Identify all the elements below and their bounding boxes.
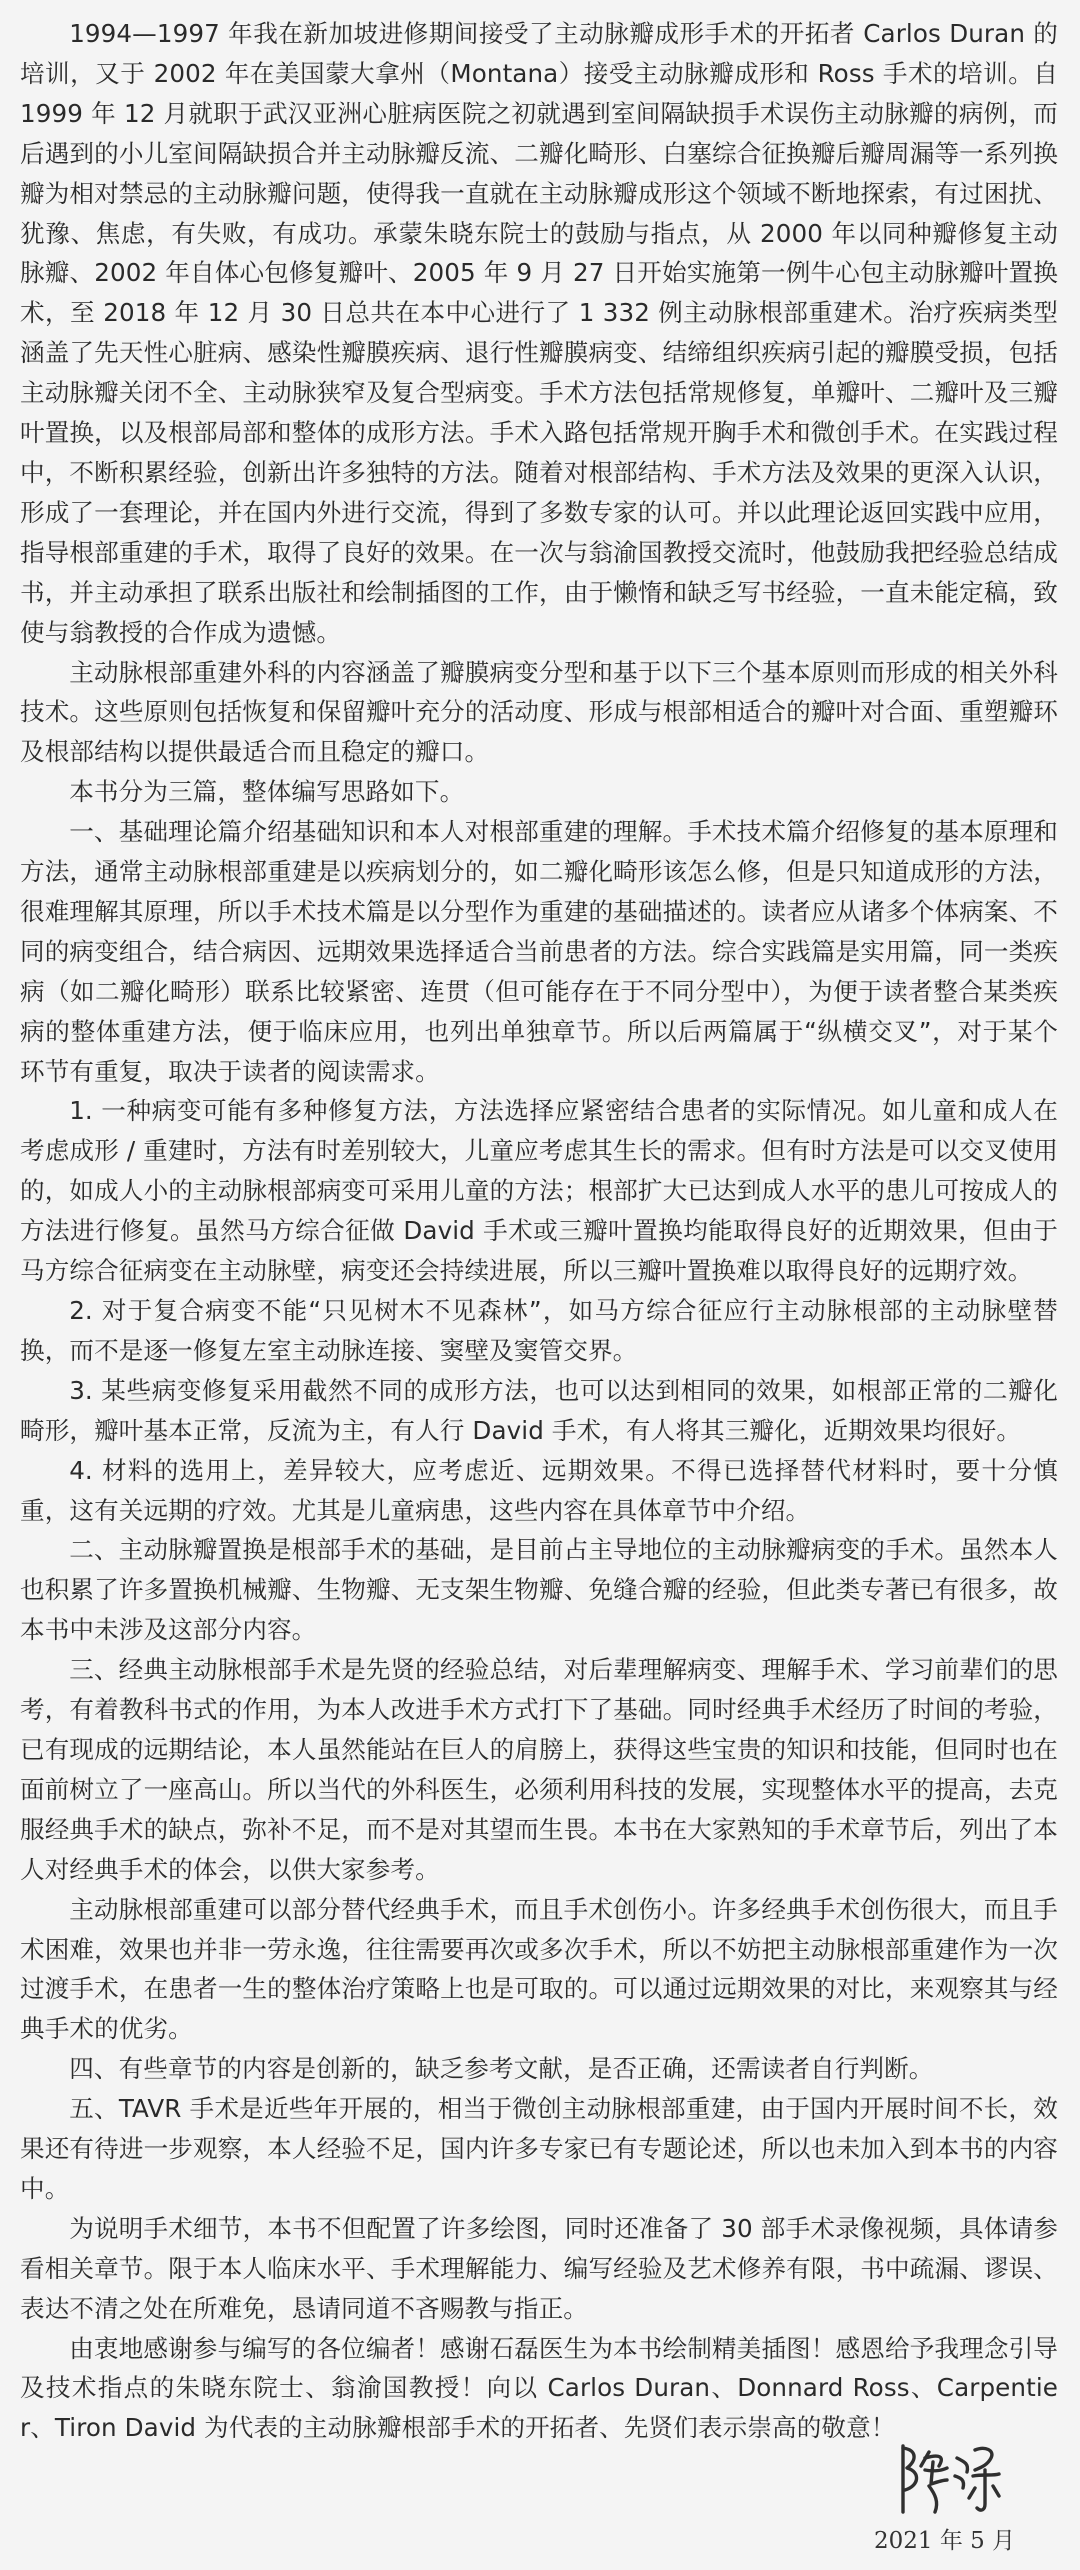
paragraph-14: 为说明手术细节，本书不但配置了许多绘图，同时还准备了 30 部手术录像视频，具体请参看相关章节。限于本人临床水平、手术理解能力、编写经验及艺术修养有限，书中疏漏、谬误、表达不清之处在所难免，恳请同道不吝赐教与指正。 <box>20 2213 1058 2323</box>
preface-body <box>20 14 1058 2448</box>
paragraph-11: 主动脉根部重建可以部分替代经典手术，而且手术创伤小。许多经典手术创伤很大，而且手术困难，效果也并非一劳永逸，往往需要再次或多次手术，所以不妨把主动脉根部重建作为一次过渡手术，在患者一生的整体治疗策略上也是可取的。可以通过远期效果的对比，来观察其与经典手术的优劣。 <box>20 1894 1058 2044</box>
signature-date: 2021 年 5 月 <box>874 2528 1016 2554</box>
paragraph-10: 三、经典主动脉根部手术是先贤的经验总结，对后辈理解病变、理解手术、学习前辈们的思考，有着教科书式的作用，为本人改进手术方式打下了基础。同时经典手术经历了时间的考验，已有现成的远期结论，本人虽然能站在巨人的肩膀上，获得这些宝贵的知识和技能，但同时也在面前树立了一座高山。所以当代的外科医生，必须利用科技的发展，实现整体水平的提高，去克服经典手术的缺点，弥补不足，而不是对其望而生畏。本书在大家熟知的手术章节后，列出了本人对经典手术的体会，以供大家参考。 <box>20 1655 1058 1884</box>
paragraph-5: 1. 一种病变可能有多种修复方法，方法选择应紧密结合患者的实际情况。如儿童和成人在考虑成形 / 重建时，方法有时差别较大，儿童应考虑其生长的需求。但有时方法是可以交叉使用的，如成人小的主动脉根部病变可采用儿童的方法；根部扩大已达到成人水平的患儿可按成人的方法进行修复。虽然马方综合征做 David 手术或三瓣叶置换均能取得良好的近期效果，但由于马方综合征病变在主动脉壁，病变还会持续进展，所以三瓣叶置换难以取得良好的远期疗效。 <box>20 1096 1058 1286</box>
paragraph-2: 主动脉根部重建外科的内容涵盖了瓣膜病变分型和基于以下三个基本原则而形成的相关外科技术。这些原则包括恢复和保留瓣叶充分的活动度、形成与根部相适合的瓣叶对合面、重塑瓣环及根部结构以提供最适合而且稳定的瓣口。 <box>20 657 1058 767</box>
paragraph-6: 2. 对于复合病变不能“只见树木不见森林”，如马方综合征应行主动脉根部的主动脉壁替换，而不是逐一修复左室主动脉连接、窦壁及窦管交界。 <box>20 1296 1058 1365</box>
handwritten-signature <box>895 2440 1005 2525</box>
paragraph-8: 4. 材料的选用上，差异较大，应考虑近、远期效果。不得已选择替代材料时，要十分慎重，这有关远期的疗效。尤其是儿童病患，这些内容在具体章节中介绍。 <box>20 1455 1058 1525</box>
paragraph-3: 本书分为三篇，整体编写思路如下。 <box>69 777 465 807</box>
paragraph-7: 3. 某些病变修复采用截然不同的成形方法，也可以达到相同的效果，如根部正常的二瓣化畸形，瓣叶基本正常，反流为主，有人行 David 手术，有人将其三瓣化，近期效果均很好。 <box>20 1375 1058 1445</box>
paragraph-15: 由衷地感谢参与编写的各位编者！感谢石磊医生为本书绘制精美插图！感恩给予我理念引导及技术指点的朱晓东院士、翁渝国教授！向以 Carlos Duran、Donnard Ross、Carpentier、Tiron David 为代表的主动脉瓣根部手术的开拓者、先贤们表示崇高的敬意！ <box>20 2333 1058 2443</box>
paragraph-4: 一、基础理论篇介绍基础知识和本人对根部重建的理解。手术技术篇介绍修复的基本原理和方法，通常主动脉根部重建是以疾病划分的，如二瓣化畸形该怎么修，但是只知道成形的方法，很难理解其原理，所以手术技术篇是以分型作为重建的基础描述的。读者应从诸多个体病案、不同的病变组合，结合病因、远期效果选择适合当前患者的方法。综合实践篇是实用篇，同一类疾病（如二瓣化畸形）联系比较紧密、连贯（但可能存在于不同分型中），为便于读者整合某类疾病的整体重建方法，便于临床应用，也列出单独章节。所以后两篇属于“纵横交叉”，对于某个环节有重复，取决于读者的阅读需求。 <box>20 817 1058 1086</box>
paragraph-12: 四、有些章节的内容是创新的，缺乏参考文献，是否正确，还需读者自行判断。 <box>69 2054 934 2084</box>
paragraph-13: 五、TAVR 手术是近些年开展的，相当于微创主动脉根部重建，由于国内开展时间不长，效果还有待进一步观察，本人经验不足，国内许多专家已有专题论述，所以也未加入到本书的内容中。 <box>20 2094 1058 2203</box>
paragraph-9: 二、主动脉瓣置换是根部手术的基础，是目前占主导地位的主动脉瓣病变的手术。虽然本人也积累了许多置换机械瓣、生物瓣、无支架生物瓣、免缝合瓣的经验，但此类专著已有很多，故本书中未涉及这部分内容。 <box>20 1535 1058 1645</box>
paragraph-1: 1994—1997 年我在新加坡进修期间接受了主动脉瓣成形手术的开拓者 Carlos Duran 的培训，又于 2002 年在美国蒙大拿州（Montana）接受主动脉瓣成形和 Ross 手术的培训。自 1999 年 12 月就职于武汉亚洲心脏病医院之初就遇到室间隔缺损手术误伤主动脉瓣的病例，而后遇到的小儿室间隔缺损合并主动脉瓣反流、二瓣化畸形、白塞综合征换瓣后瓣周漏等一系列换瓣为相对禁忌的主动脉瓣问题，使得我一直就在主动脉瓣成形这个领域不断地探索，有过困扰、犹豫、焦虑，有失败，有成功。承蒙朱晓东院士的鼓励与指点，从 2000 年以同种瓣修复主动脉瓣、2002 年自体心包修复瓣叶、2005 年 9 月 27 日开始实施第一例牛心包主动脉瓣叶置换术，至 2018 年 12 月 30 日总共在本中心进行了 1 332 例主动脉根部重建术。治疗疾病类型涵盖了先天性心脏病、感染性瓣膜疾病、退行性瓣膜病变、结缔组织疾病引起的瓣膜受损，包括主动脉瓣关闭不全、主动脉狭窄及复合型病变。手术方法包括常规修复，单瓣叶、二瓣叶及三瓣叶置换，以及根部局部和整体的成形方法。手术入路包括常规开胸手术和微创手术。在实践过程中，不断积累经验，创新出许多独特的方法。随着对根部结构、手术方法及效果的更深入认识，形成了一套理论，并在国内外进行交流，得到了多数专家的认可。并以此理论返回实践中应用，指导根部重建的手术，取得了良好的效果。在一次与翁渝国教授交流时，他鼓励我把经验总结成书，并主动承担了联系出版社和绘制插图的工作，由于懒惰和缺乏写书经验，一直未能定稿，致使与翁教授的合作成为遗憾。 <box>20 19 1058 647</box>
